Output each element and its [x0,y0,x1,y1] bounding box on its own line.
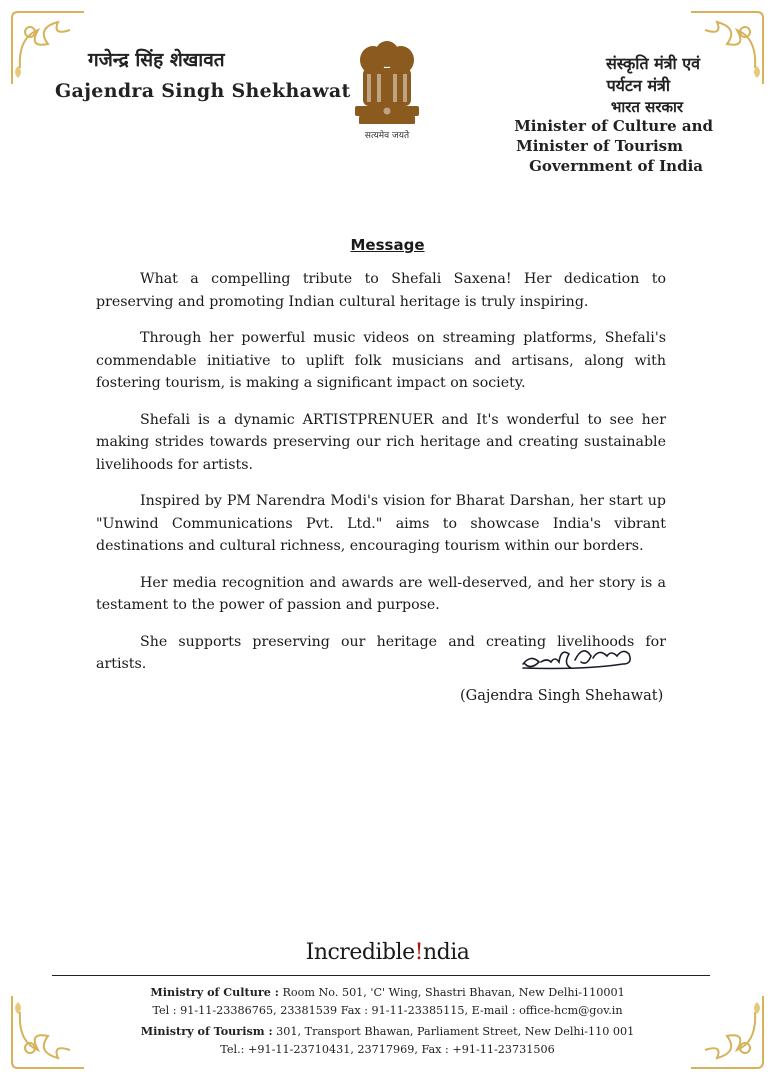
brand-text-part-1: Incredible [305,940,415,965]
culture-address: Room No. 501, 'C' Wing, Shastri Bhavan, New Delhi-110001 [278,986,625,999]
title-hindi-line-2: पर्यटन मंत्री [606,76,670,95]
message-paragraph-1: What a compelling tribute to Shefali Saxena! Her dedication to preserving and promoting Indian cultural heritage is truly inspiring. [96,271,666,310]
culture-contact-line: Tel : 91-11-23386765, 23381539 Fax : 91-11-23385115, E-mail : office-hcm@gov.in [152,1004,623,1017]
tourism-label: Ministry of Tourism : [140,1024,273,1038]
title-hindi-line-1: संस्कृति मंत्री एवं [605,54,700,73]
brand-mark: ! [414,940,423,965]
message-paragraph-3: Shefali is a dynamic ARTISTPRENUER and It's wonderful to see her making strides towards preserving our rich heritage and creating sustainable livelihoods for artists. [96,411,666,473]
national-emblem-icon [345,38,429,142]
message-paragraph-2: Through her powerful music videos on streaming platforms, Shefali's commendable initiative to uplift folk musicians and artisans, along with fostering tourism, is making a significant impact on society. [96,330,666,391]
tourism-address: 301, Transport Bhawan, Parliament Street, New Delhi-110 001 [272,1025,635,1038]
footer-divider [52,975,710,976]
title-hindi-line-3: भारत सरकार [610,98,683,116]
title-english-line-3: Government of India [529,157,703,175]
tourism-contact-line: Tel.: +91-11-23710431, 23717969, Fax : +91-11-23731506 [220,1043,555,1056]
corner-ornament-top-left [8,8,88,88]
title-english-line-1: Minister of Culture and [514,117,713,135]
message-paragraph-4: Inspired by PM Narendra Modi's vision for Bharat Darshan, her start up "Unwind Communications Pvt. Ltd." aims to showcase India's vibrant destinations and cultural richness, encouraging tourism within our borders. [96,493,666,554]
tourism-address-line [0,1024,775,1038]
incredible-india-logo [0,940,775,965]
message-paragraph-5: Her media recognition and awards are well-deserved, and her story is a testament to the power of passion and purpose. [96,574,666,613]
signatory-name: (Gajendra Singh Shehawat) [460,688,664,704]
message-body [96,268,666,690]
corner-ornament-top-right [687,8,767,88]
message-title: Message [350,236,425,254]
message-paragraph-6: She supports preserving our heritage and creating livelihoods for artists. [96,633,666,672]
emblem-motto: सत्यमेव जयते [364,131,410,141]
culture-label: Ministry of Culture : [150,985,279,999]
culture-address-line [0,985,775,999]
minister-name-hindi: गजेन्द्र सिंह शेखावत [88,49,225,71]
minister-name-english: Gajendra Singh Shekhawat [55,80,351,102]
handwritten-signature [515,640,650,682]
title-english-line-2: Minister of Tourism [516,137,683,155]
brand-text-part-2: ndia [422,940,470,965]
